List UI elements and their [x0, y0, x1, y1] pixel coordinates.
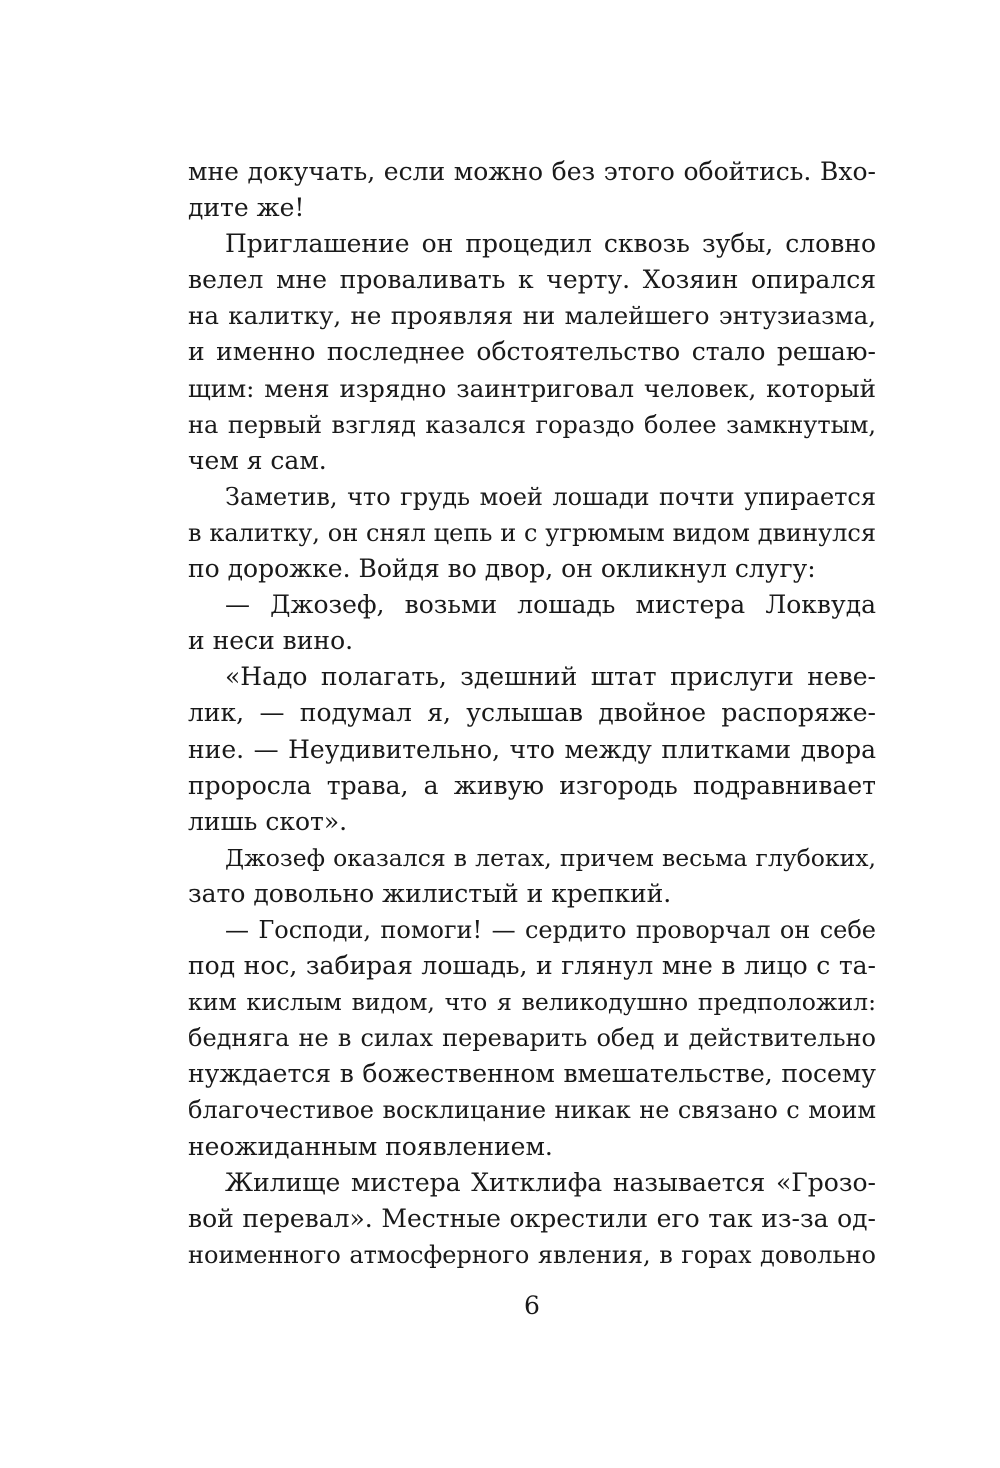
- text-line: Приглашение он процедил сквозь зубы, словно: [225, 229, 876, 259]
- text-line: дите же!: [188, 193, 305, 223]
- text-line: мне докучать, если можно без этого обойтись. Вхо-: [188, 157, 876, 186]
- text-line: проросла трава, а живую изгородь подравнивает: [188, 770, 876, 800]
- text-line: Жилище мистера Хитклифа называется «Грозо-: [225, 1167, 876, 1197]
- text-line: ние. — Неудивительно, что между плитками двора: [188, 734, 876, 764]
- text-line: ноименного атмосферного явления, в горах довольно: [188, 1240, 876, 1269]
- text-line: зато довольно жилистый и крепкий.: [188, 878, 672, 908]
- text-line: вой перевал». Местные окрестили его так из-за од-: [188, 1203, 876, 1233]
- text-line: «Надо полагать, здешний штат прислуги неве-: [225, 662, 876, 692]
- text-line: бедняга не в силах переварить обед и действительно: [188, 1024, 876, 1053]
- text-line: лишь скот».: [188, 806, 348, 836]
- text-line: — Джозеф, возьми лошадь мистера Локвуда: [225, 590, 876, 620]
- page-number: 6: [524, 1291, 540, 1320]
- text-line: по дорожке. Войдя во двор, он окликнул слугу:: [188, 554, 816, 584]
- text-line: ким кислым видом, что я великодушно предположил:: [188, 988, 876, 1017]
- text-line: лик, — подумал я, услышав двойное распоряже-: [188, 698, 876, 728]
- text-line: — Господи, помоги! — сердито проворчал он себе: [225, 915, 876, 944]
- text-line: в калитку, он снял цепь и с угрюмым видом двинулся: [188, 518, 876, 547]
- text-line: Заметив, что грудь моей лошади почти упирается: [225, 482, 876, 511]
- text-line: на калитку, не проявляя ни малейшего энтузиазма,: [188, 301, 876, 331]
- text-line: благочестивое восклицание никак не связано с моим: [188, 1096, 876, 1125]
- text-line: нуждается в божественном вмешательстве, посему: [188, 1059, 876, 1089]
- text-line: велел мне проваливать к черту. Хозяин опирался: [188, 265, 876, 295]
- text-line: неожиданным появлением.: [188, 1131, 553, 1161]
- text-line: и неси вино.: [188, 626, 354, 656]
- text-line: под нос, забирая лошадь, и глянул мне в лицо с та-: [188, 951, 876, 981]
- text-line: и именно последнее обстоятельство стало решаю-: [188, 337, 876, 367]
- text-line: щим: меня изрядно заинтриговал человек, который: [188, 373, 876, 403]
- body-text: [188, 154, 876, 1273]
- text-line: Джозеф оказался в летах, причем весьма глубоких,: [225, 843, 876, 872]
- text-line: на первый взгляд казался гораздо более замкнутым,: [188, 410, 876, 439]
- text-line: чем я сам.: [188, 445, 327, 475]
